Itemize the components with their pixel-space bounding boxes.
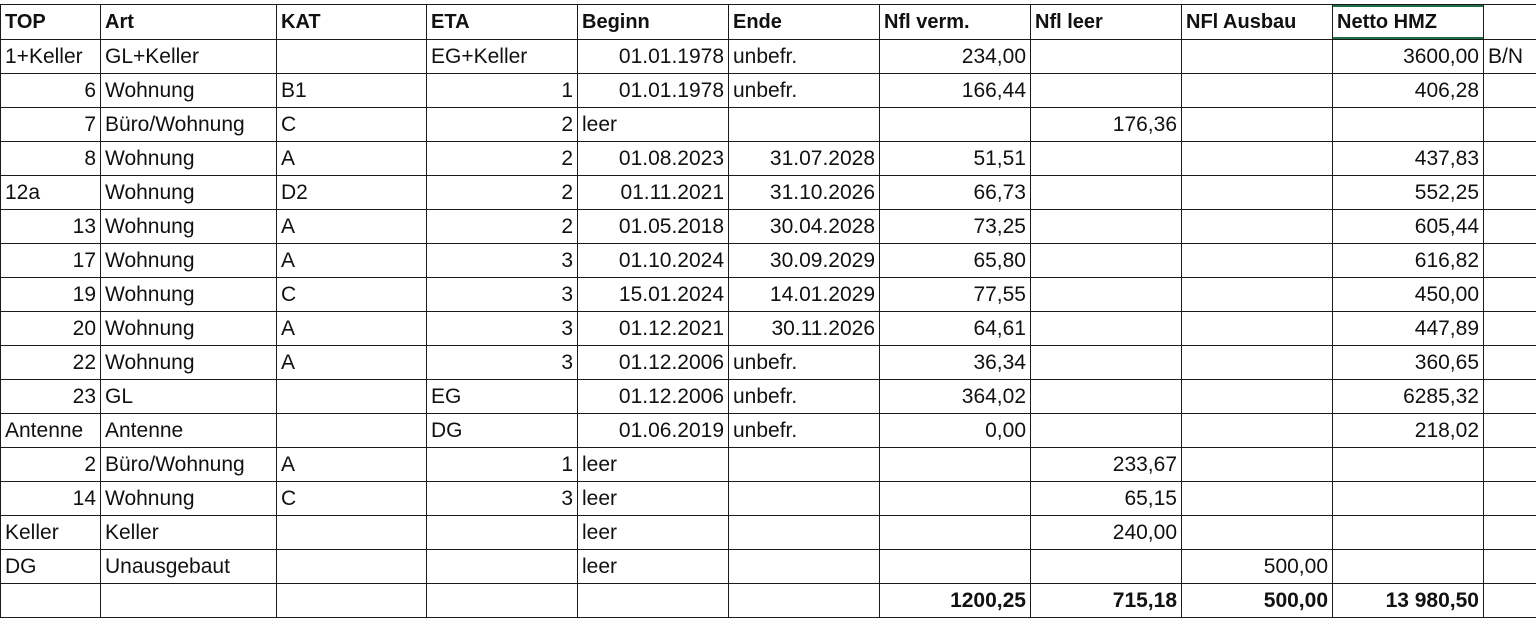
cell-nfl-ausbau[interactable] [1182,142,1333,176]
cell-beginn[interactable]: 01.12.2021 [578,312,729,346]
table-row [1,278,1536,312]
cell-nfl-ausbau[interactable] [1182,74,1333,108]
header-cell-beginn[interactable]: Beginn [578,5,729,40]
spreadsheet-table [0,4,1536,618]
cell-eta[interactable]: DG [427,414,578,448]
header-cell-nfl-leer[interactable]: Nfl leer [1031,5,1182,40]
cell-netto-hmz[interactable] [1333,550,1484,584]
cell-nfl-verm[interactable]: 166,44 [880,74,1031,108]
cell-ende[interactable] [729,448,880,482]
cell-nfl-verm[interactable]: 73,25 [880,210,1031,244]
cell-netto-hmz[interactable] [1333,482,1484,516]
cell-nfl-leer[interactable] [1031,550,1182,584]
table-row [1,74,1536,108]
cell-kat[interactable]: C [277,278,427,312]
cell-nfl-ausbau[interactable] [1182,380,1333,414]
header-cell-ende[interactable]: Ende [729,5,880,40]
cell-nfl-verm[interactable] [880,482,1031,516]
cell-note[interactable] [1484,482,1536,516]
cell-art[interactable]: GL [101,380,277,414]
cell-netto-hmz[interactable] [1333,516,1484,550]
cell-netto-hmz[interactable]: 3600,00 [1333,40,1484,74]
cell-kat[interactable]: D2 [277,176,427,210]
cell-nfl-verm[interactable]: 364,02 [880,380,1031,414]
cell-top[interactable]: 12a [1,176,101,210]
cell-nfl-ausbau[interactable] [1182,40,1333,74]
cell-top[interactable]: 22 [1,346,101,380]
cell-nfl-ausbau[interactable] [1182,312,1333,346]
table-row [1,244,1536,278]
cell-top[interactable]: 17 [1,244,101,278]
cell-nfl-leer[interactable] [1031,278,1182,312]
cell-nfl-verm[interactable]: 64,61 [880,312,1031,346]
cell-top[interactable]: 13 [1,210,101,244]
cell-eta[interactable]: 2 [427,176,578,210]
cell-art[interactable]: Wohnung [101,244,277,278]
cell-beginn[interactable]: 01.12.2006 [578,346,729,380]
table-row [1,312,1536,346]
total-cell-note[interactable] [1484,584,1536,618]
total-cell-netto-hmz[interactable]: 13 980,50 [1333,584,1484,618]
cell-kat[interactable]: A [277,346,427,380]
cell-kat[interactable] [277,550,427,584]
cell-nfl-verm[interactable] [880,448,1031,482]
cell-note[interactable]: B/N [1484,40,1536,74]
cell-top[interactable]: Keller [1,516,101,550]
cell-top[interactable]: 19 [1,278,101,312]
cell-art[interactable]: Büro/Wohnung [101,108,277,142]
cell-art[interactable]: GL+Keller [101,40,277,74]
cell-top[interactable]: 6 [1,74,101,108]
cell-ende[interactable]: 30.11.2026 [729,312,880,346]
total-cell-eta[interactable] [427,584,578,618]
cell-nfl-leer[interactable] [1031,244,1182,278]
cell-note[interactable] [1484,346,1536,380]
cell-art[interactable]: Büro/Wohnung [101,448,277,482]
cell-kat[interactable]: A [277,142,427,176]
cell-ende[interactable]: unbefr. [729,40,880,74]
cell-top[interactable]: 7 [1,108,101,142]
cell-nfl-verm[interactable]: 36,34 [880,346,1031,380]
table-row [1,380,1536,414]
cell-note[interactable] [1484,448,1536,482]
cell-nfl-ausbau[interactable] [1182,346,1333,380]
table-row [1,176,1536,210]
cell-nfl-ausbau[interactable] [1182,210,1333,244]
cell-ende[interactable]: unbefr. [729,74,880,108]
cell-kat[interactable]: A [277,244,427,278]
cell-beginn[interactable]: leer [578,108,729,142]
cell-nfl-ausbau[interactable]: 500,00 [1182,550,1333,584]
cell-netto-hmz[interactable]: 218,02 [1333,414,1484,448]
cell-art[interactable]: Wohnung [101,142,277,176]
cell-ende[interactable]: 31.10.2026 [729,176,880,210]
total-cell-beginn[interactable] [578,584,729,618]
cell-art[interactable]: Wohnung [101,210,277,244]
cell-netto-hmz[interactable] [1333,108,1484,142]
cell-note[interactable] [1484,108,1536,142]
cell-beginn[interactable]: leer [578,516,729,550]
cell-top[interactable]: 14 [1,482,101,516]
table-row [1,108,1536,142]
cell-top[interactable]: 8 [1,142,101,176]
cell-nfl-leer[interactable] [1031,380,1182,414]
cell-beginn[interactable]: 01.01.1978 [578,74,729,108]
cell-nfl-verm[interactable] [880,516,1031,550]
cell-eta[interactable]: 3 [427,278,578,312]
cell-kat[interactable]: C [277,482,427,516]
cell-nfl-leer[interactable] [1031,176,1182,210]
header-cell-eta[interactable]: ETA [427,5,578,40]
cell-beginn[interactable]: 01.01.1978 [578,40,729,74]
cell-eta[interactable]: EG [427,380,578,414]
total-cell-art[interactable] [101,584,277,618]
table-row [1,142,1536,176]
cell-netto-hmz[interactable]: 605,44 [1333,210,1484,244]
cell-ende[interactable]: unbefr. [729,380,880,414]
cell-nfl-verm[interactable]: 234,00 [880,40,1031,74]
header-cell-top[interactable]: TOP [1,5,101,40]
cell-nfl-leer[interactable] [1031,414,1182,448]
header-cell-note[interactable] [1484,5,1536,40]
cell-ende[interactable]: 30.04.2028 [729,210,880,244]
cell-nfl-verm[interactable]: 77,55 [880,278,1031,312]
cell-nfl-leer[interactable] [1031,40,1182,74]
cell-netto-hmz[interactable]: 406,28 [1333,74,1484,108]
header-cell-netto-hmz[interactable]: Netto HMZ [1333,5,1484,40]
cell-netto-hmz[interactable]: 447,89 [1333,312,1484,346]
cell-nfl-ausbau[interactable] [1182,278,1333,312]
cell-note[interactable] [1484,244,1536,278]
cell-nfl-leer[interactable] [1031,74,1182,108]
cell-beginn[interactable]: 01.12.2006 [578,380,729,414]
table-row [1,346,1536,380]
cell-beginn[interactable]: 01.10.2024 [578,244,729,278]
header-cell-nfl-ausbau[interactable]: NFl Ausbau [1182,5,1333,40]
cell-eta[interactable]: 1 [427,448,578,482]
cell-beginn[interactable]: 01.06.2019 [578,414,729,448]
cell-nfl-ausbau[interactable] [1182,516,1333,550]
cell-eta[interactable]: 3 [427,346,578,380]
cell-kat[interactable]: B1 [277,74,427,108]
cell-top[interactable]: 2 [1,448,101,482]
cell-ende[interactable]: unbefr. [729,414,880,448]
cell-beginn[interactable]: leer [578,448,729,482]
cell-ende[interactable]: unbefr. [729,346,880,380]
cell-eta[interactable]: 2 [427,142,578,176]
cell-beginn[interactable]: 15.01.2024 [578,278,729,312]
cell-nfl-verm[interactable]: 66,73 [880,176,1031,210]
cell-nfl-ausbau[interactable] [1182,448,1333,482]
cell-nfl-ausbau[interactable] [1182,482,1333,516]
cell-beginn[interactable]: leer [578,550,729,584]
cell-nfl-leer[interactable] [1031,346,1182,380]
cell-netto-hmz[interactable] [1333,448,1484,482]
cell-beginn[interactable]: 01.08.2023 [578,142,729,176]
cell-ende[interactable]: 30.09.2029 [729,244,880,278]
table-row [1,550,1536,584]
cell-eta[interactable]: 2 [427,108,578,142]
total-cell-top[interactable] [1,584,101,618]
cell-eta[interactable] [427,516,578,550]
total-cell-ende[interactable] [729,584,880,618]
cell-nfl-leer[interactable]: 233,67 [1031,448,1182,482]
cell-eta[interactable]: 1 [427,74,578,108]
total-cell-nfl-verm[interactable]: 1200,25 [880,584,1031,618]
cell-art[interactable]: Wohnung [101,74,277,108]
cell-top[interactable]: 20 [1,312,101,346]
cell-top[interactable]: 1+Keller [1,40,101,74]
cell-nfl-verm[interactable] [880,550,1031,584]
cell-top[interactable]: DG [1,550,101,584]
cell-art[interactable]: Wohnung [101,346,277,380]
cell-nfl-verm[interactable] [880,108,1031,142]
total-cell-nfl-leer[interactable]: 715,18 [1031,584,1182,618]
cell-kat[interactable]: C [277,108,427,142]
cell-note[interactable] [1484,74,1536,108]
cell-art[interactable]: Wohnung [101,482,277,516]
cell-art[interactable]: Wohnung [101,176,277,210]
cell-kat[interactable] [277,40,427,74]
cell-netto-hmz[interactable]: 450,00 [1333,278,1484,312]
cell-ende[interactable] [729,516,880,550]
cell-note[interactable] [1484,516,1536,550]
cell-nfl-verm[interactable]: 65,80 [880,244,1031,278]
total-cell-kat[interactable] [277,584,427,618]
cell-note[interactable] [1484,312,1536,346]
cell-kat[interactable]: A [277,312,427,346]
table-row [1,414,1536,448]
totals-row [1,584,1536,618]
cell-note[interactable] [1484,176,1536,210]
cell-kat[interactable] [277,516,427,550]
cell-art[interactable]: Keller [101,516,277,550]
cell-netto-hmz[interactable]: 616,82 [1333,244,1484,278]
cell-nfl-leer[interactable] [1031,210,1182,244]
header-cell-kat[interactable]: KAT [277,5,427,40]
cell-ende[interactable]: 14.01.2029 [729,278,880,312]
header-cell-art[interactable]: Art [101,5,277,40]
cell-kat[interactable] [277,380,427,414]
cell-ende[interactable] [729,550,880,584]
cell-art[interactable]: Wohnung [101,312,277,346]
cell-kat[interactable]: A [277,448,427,482]
cell-note[interactable] [1484,278,1536,312]
cell-ende[interactable]: 31.07.2028 [729,142,880,176]
table-row [1,210,1536,244]
cell-top[interactable]: Antenne [1,414,101,448]
cell-beginn[interactable]: 01.05.2018 [578,210,729,244]
cell-beginn[interactable]: leer [578,482,729,516]
header-row [1,5,1536,40]
cell-eta[interactable]: 3 [427,482,578,516]
cell-ende[interactable] [729,108,880,142]
cell-nfl-ausbau[interactable] [1182,176,1333,210]
cell-note[interactable] [1484,414,1536,448]
cell-nfl-ausbau[interactable] [1182,108,1333,142]
cell-kat[interactable] [277,414,427,448]
cell-eta[interactable]: 3 [427,244,578,278]
cell-ende[interactable] [729,482,880,516]
table-row [1,40,1536,74]
cell-nfl-leer[interactable]: 176,36 [1031,108,1182,142]
total-cell-nfl-ausbau[interactable]: 500,00 [1182,584,1333,618]
cell-note[interactable] [1484,550,1536,584]
cell-nfl-leer[interactable] [1031,312,1182,346]
cell-art[interactable]: Antenne [101,414,277,448]
cell-note[interactable] [1484,380,1536,414]
cell-nfl-leer[interactable]: 65,15 [1031,482,1182,516]
cell-nfl-verm[interactable]: 51,51 [880,142,1031,176]
cell-top[interactable]: 23 [1,380,101,414]
cell-nfl-verm[interactable]: 0,00 [880,414,1031,448]
cell-nfl-leer[interactable] [1031,142,1182,176]
cell-note[interactable] [1484,142,1536,176]
cell-eta[interactable]: 2 [427,210,578,244]
cell-nfl-ausbau[interactable] [1182,414,1333,448]
cell-kat[interactable]: A [277,210,427,244]
cell-netto-hmz[interactable]: 360,65 [1333,346,1484,380]
cell-eta[interactable] [427,550,578,584]
cell-beginn[interactable]: 01.11.2021 [578,176,729,210]
cell-art[interactable]: Unausgebaut [101,550,277,584]
cell-eta[interactable]: 3 [427,312,578,346]
cell-nfl-leer[interactable]: 240,00 [1031,516,1182,550]
cell-netto-hmz[interactable]: 552,25 [1333,176,1484,210]
cell-eta[interactable]: EG+Keller [427,40,578,74]
table-row [1,448,1536,482]
cell-netto-hmz[interactable]: 6285,32 [1333,380,1484,414]
table-row [1,482,1536,516]
cell-netto-hmz[interactable]: 437,83 [1333,142,1484,176]
header-cell-nfl-verm[interactable]: Nfl verm. [880,5,1031,40]
table-row [1,516,1536,550]
cell-art[interactable]: Wohnung [101,278,277,312]
cell-nfl-ausbau[interactable] [1182,244,1333,278]
cell-note[interactable] [1484,210,1536,244]
